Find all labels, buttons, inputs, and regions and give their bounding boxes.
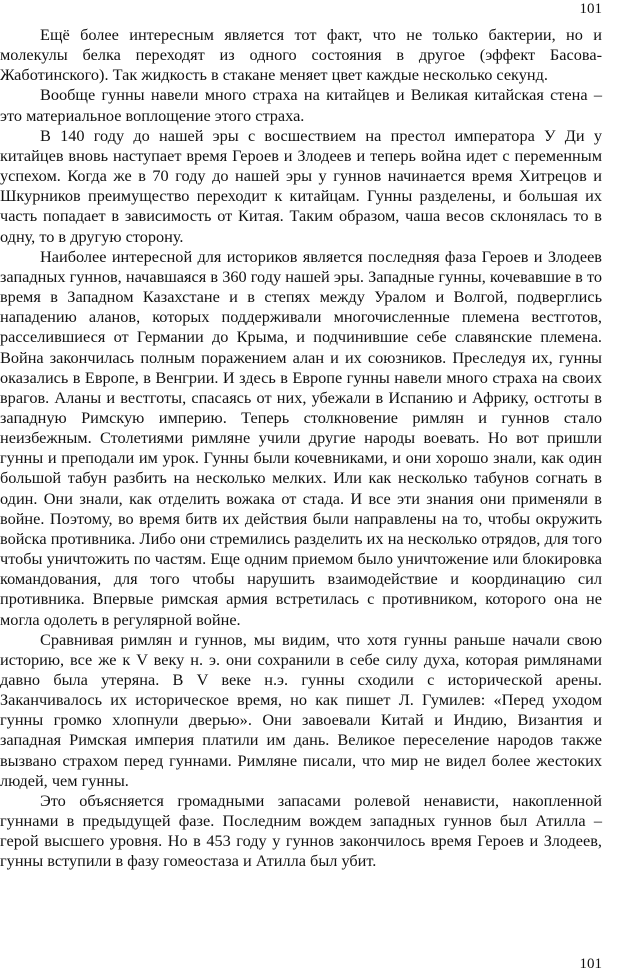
paragraph-4: Наиболее интересной для историков является последняя фаза Героев и Злодеев западных гуннов, начавшаяся в 360 году нашей эры. Западные гунны, кочевавшие в то время в Западном Казахстане и в степях между Уралом и Волгой, подверглись нападению аланов, которых поддерживали многочисленные племена вестготов, расселившиеся от Германии до Крыма, и подчинившие себе славянские племена. Война закончилась полным поражением алан и их союзников. Преследуя их, гунны оказались в Европе, в Венгрии. И здесь в Европе гунны навели много страха на своих врагов. Аланы и вестготы, спасаясь от них, убежали в Испанию и Африку, остготы в западную Римскую империю. Теперь столкновение римлян и гуннов стало неизбежным. Столетиями римляне учили другие народы воевать. Но вот пришли гунны и преподали им урок. Гунны были кочевниками, и они хорошо знали, как один большой табун разбить на несколько мелких. Или как несколько табунов согнать в один. Они знали, как отделить вожака от стада. И все эти знания они применяли в войне. Поэтому, во время битв их действия были направлены на то, чтобы окружить войска противника. Либо они стремились разделить их на несколько отрядов, для того чтобы уничтожить по частям. Еще одним приемом было уничтожение или блокировка командования, для того чтобы нарушить взаимодействие и координацию сил противника. Впервые римская армия встретилась с противником, которого она не могла одолеть в регулярной войне. [0, 246, 602, 629]
page-number-bottom: 101 [579, 956, 602, 972]
paragraph-6: Это объясняется громадными запасами ролевой ненависти, накопленной гуннами в предыдущей фазе. Последним вождем западных гуннов был Атилла – герой высшего уровня. Но в 453 году у гуннов закончилось время Героев и Злодеев, гунны вступили в фазу гомеостаза и Атилла был убит. [0, 790, 602, 871]
paragraph-3: В 140 году до нашей эры с восшествием на престол императора У Ди у китайцев вновь наступает время Героев и Злодеев и теперь война идет с переменным успехом. Когда же в 70 году до нашей эры у гуннов начинается время Хитрецов и Шкурников преимущество переходит к китайцам. Гунны разделены, и большая их часть попадает в зависимость от Китая. Таким образом, чаша весов склонялась то в одну, то в другую сторону. [0, 125, 602, 246]
paragraph-5: Сравнивая римлян и гуннов, мы видим, что хотя гунны раньше начали свою историю, все же к V веку н. э. они сохранили в себе силу духа, которая римлянами давно была утеряна. В V веке н.э. гунны сходили с исторической арены. Заканчивалось их историческое время, но как пишет Л. Гумилев: «Перед уходом гунны громко хлопнули дверью». Они завоевали Китай и Индию, Византия и западная Римская империя платили им дань. Великое переселение народов также вызвано страхом перед гуннами. Римляне писали, что мир не видел более жестоких людей, чем гунны. [0, 629, 602, 790]
page-number-top: 101 [579, 1, 602, 17]
paragraph-1: Ещё более интересным является тот факт, что не только бактерии, но и молекулы белка переходят из одного состояния в другое (эффект Басова-Жаботинского). Так жидкость в стакане меняет цвет каждые несколько секунд. [0, 25, 602, 85]
paragraph-2: Вообще гунны навели много страха на китайцев и Великая китайская стена – это материальное воплощение этого страха. [0, 85, 602, 125]
document-body [0, 25, 602, 872]
